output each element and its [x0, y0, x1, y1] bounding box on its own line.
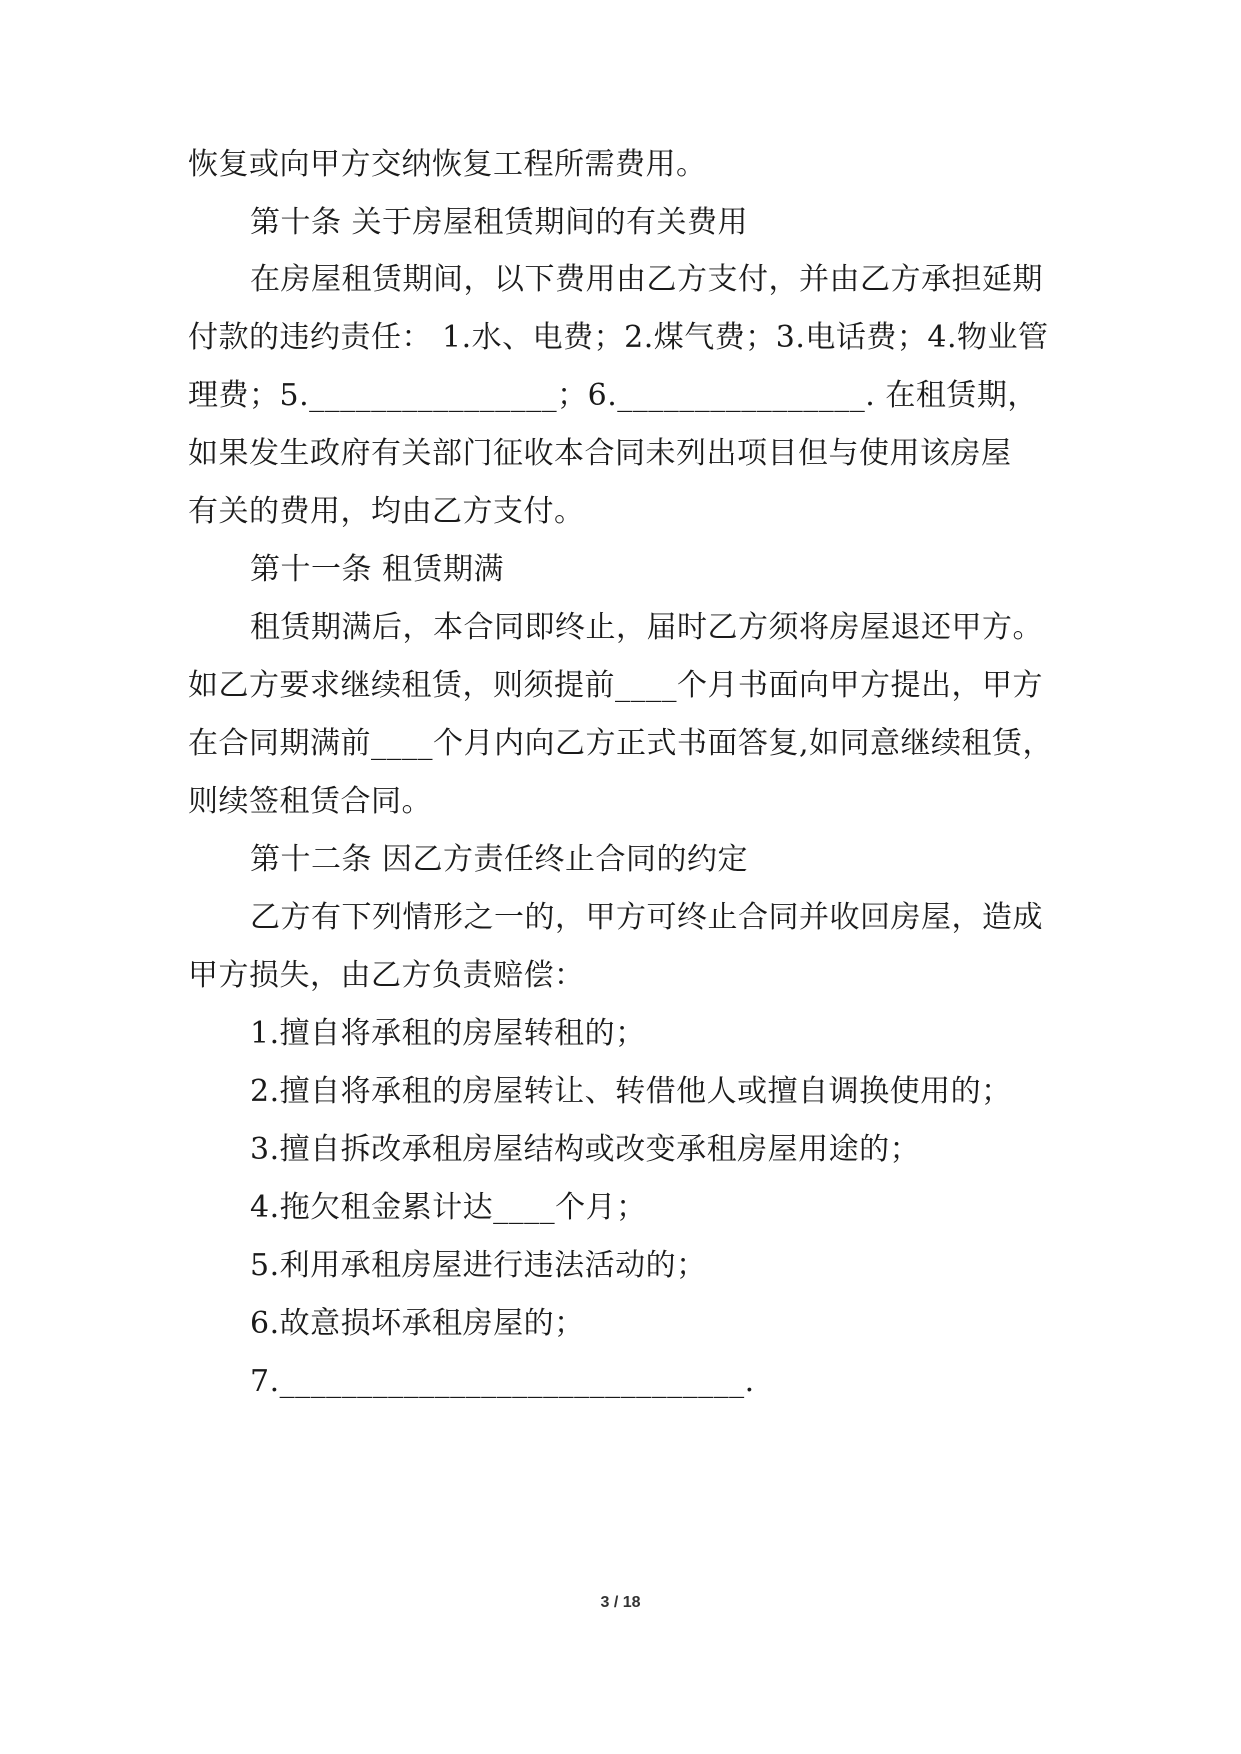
paragraph-line: 则续签租赁合同。 [188, 784, 432, 819]
list-item: 2.擅自将承租的房屋转让、转借他人或擅自调换使用的； [250, 1074, 1012, 1109]
list-item: 3.擅自拆改承租房屋结构或改变承租房屋用途的； [250, 1132, 921, 1167]
list-item: 6.故意损坏承租房屋的； [250, 1306, 585, 1341]
paragraph-line: 甲方损失，由乙方负责赔偿： [188, 958, 585, 993]
section-heading: 第十一条 租赁期满 [250, 552, 505, 587]
paragraph-line: 租赁期满后，本合同即终止，届时乙方须将房屋退还甲方。 [250, 610, 1043, 645]
page-number: 3 / 18 [600, 1594, 641, 1611]
paragraph-line: 如乙方要求继续租赁，则须提前____个月书面向甲方提出，甲方 [188, 668, 1043, 703]
list-item: 7.______________________________. [250, 1364, 755, 1399]
paragraph-line: 有关的费用，均由乙方支付。 [188, 494, 585, 529]
section-heading: 第十条 关于房屋租赁期间的有关费用 [250, 205, 749, 240]
paragraph-line: 在房屋租赁期间，以下费用由乙方支付，并由乙方承担延期 [250, 262, 1043, 297]
list-item: 4.拖欠租金累计达____个月； [250, 1190, 647, 1225]
paragraph-line: 理费；5.________________；6.________________. 在租赁期， [188, 378, 1038, 413]
section-heading: 第十二条 因乙方责任终止合同的约定 [250, 842, 749, 877]
paragraph-line: 乙方有下列情形之一的，甲方可终止合同并收回房屋，造成 [250, 900, 1043, 935]
list-item: 5.利用承租房屋进行违法活动的； [250, 1248, 707, 1283]
paragraph-line: 在合同期满前____个月内向乙方正式书面答复,如同意继续租赁， [188, 726, 1054, 761]
paragraph-line: 如果发生政府有关部门征收本合同未列出项目但与使用该房屋 [188, 436, 1012, 471]
paragraph-line: 付款的违约责任： 1.水、电费；2.煤气费；3.电话费；4.物业管 [188, 320, 1049, 355]
list-item: 1.擅自将承租的房屋转租的； [250, 1016, 646, 1051]
paragraph-line: 恢复或向甲方交纳恢复工程所需费用。 [188, 147, 707, 182]
